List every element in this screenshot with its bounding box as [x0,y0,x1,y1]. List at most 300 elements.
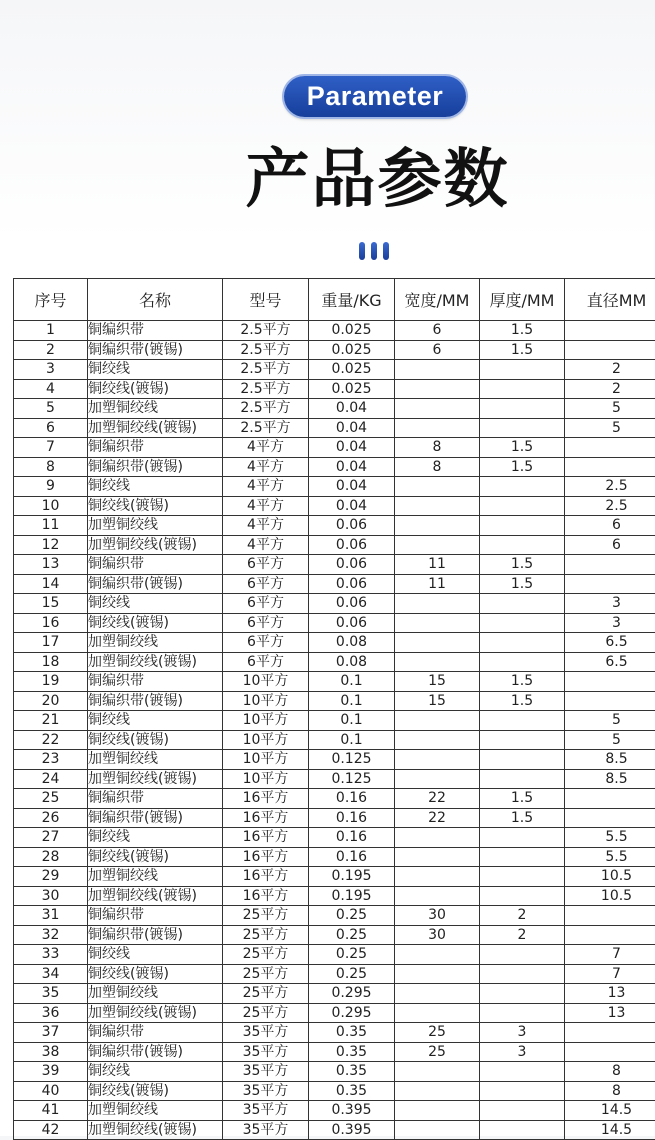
table-row [14,360,655,380]
width-cell: 8 [395,457,480,477]
thickness-cell: 1.5 [480,555,565,575]
model-cell: 4平方 [223,438,309,458]
width-cell [395,828,480,848]
thickness-cell [480,730,565,750]
row-number-cell: 6 [14,418,88,438]
diameter-cell: 6 [565,535,655,555]
model-cell: 35平方 [223,1101,309,1121]
diameter-cell: 6.5 [565,652,655,672]
model-cell: 35平方 [223,1062,309,1082]
product-name-cell: 加塑铜绞线(镀锡) [88,418,223,438]
model-cell: 10平方 [223,691,309,711]
row-number-cell: 29 [14,867,88,887]
model-cell: 4平方 [223,477,309,497]
model-cell: 16平方 [223,886,309,906]
weight-cell: 0.35 [309,1023,395,1043]
table-row [14,399,655,419]
product-name-cell: 铜绞线(镀锡) [88,613,223,633]
row-number-cell: 40 [14,1081,88,1101]
diameter-cell: 7 [565,945,655,965]
table-row [14,457,655,477]
row-number-cell: 22 [14,730,88,750]
row-number-cell: 7 [14,438,88,458]
model-cell: 4平方 [223,535,309,555]
weight-cell: 0.25 [309,964,395,984]
table-row [14,340,655,360]
diameter-cell [565,672,655,692]
diameter-cell: 13 [565,1003,655,1023]
diameter-cell: 5 [565,730,655,750]
table-row [14,535,655,555]
model-cell: 6平方 [223,555,309,575]
product-name-cell: 加塑铜绞线 [88,1101,223,1121]
weight-cell: 0.04 [309,438,395,458]
table-row [14,886,655,906]
product-name-cell: 铜编织带(镀锡) [88,925,223,945]
width-cell: 15 [395,691,480,711]
width-cell [395,633,480,653]
model-cell: 2.5平方 [223,418,309,438]
diameter-cell [565,574,655,594]
thickness-cell [480,594,565,614]
row-number-cell: 35 [14,984,88,1004]
model-cell: 25平方 [223,964,309,984]
diameter-cell: 8.5 [565,769,655,789]
model-cell: 4平方 [223,457,309,477]
weight-cell: 0.195 [309,867,395,887]
thickness-cell [480,886,565,906]
diameter-cell [565,906,655,926]
product-name-cell: 加塑铜绞线 [88,867,223,887]
model-cell: 10平方 [223,769,309,789]
weight-cell: 0.1 [309,691,395,711]
diameter-cell [565,925,655,945]
model-cell: 25平方 [223,945,309,965]
table-row [14,574,655,594]
product-name-cell: 铜编织带(镀锡) [88,574,223,594]
product-name-cell: 铜绞线 [88,945,223,965]
table-row [14,379,655,399]
table-row [14,438,655,458]
table-row [14,847,655,867]
model-cell: 25平方 [223,925,309,945]
model-cell: 35平方 [223,1081,309,1101]
product-name-cell: 加塑铜绞线 [88,750,223,770]
diameter-cell: 5 [565,399,655,419]
weight-cell: 0.125 [309,750,395,770]
column-header: 名称 [88,279,223,321]
product-name-cell: 加塑铜绞线 [88,399,223,419]
row-number-cell: 39 [14,1062,88,1082]
width-cell: 11 [395,574,480,594]
row-number-cell: 34 [14,964,88,984]
row-number-cell: 14 [14,574,88,594]
table-row [14,964,655,984]
width-cell [395,613,480,633]
width-cell [395,379,480,399]
product-name-cell: 铜绞线 [88,594,223,614]
thickness-cell [480,399,565,419]
thickness-cell [480,1120,565,1140]
diameter-cell: 14.5 [565,1120,655,1140]
width-cell [395,750,480,770]
row-number-cell: 33 [14,945,88,965]
row-number-cell: 32 [14,925,88,945]
parameter-badge: Parameter [284,76,466,117]
row-number-cell: 21 [14,711,88,731]
row-number-cell: 19 [14,672,88,692]
thickness-cell [480,418,565,438]
width-cell: 30 [395,925,480,945]
model-cell: 16平方 [223,867,309,887]
model-cell: 16平方 [223,789,309,809]
model-cell: 10平方 [223,730,309,750]
thickness-cell [480,750,565,770]
width-cell [395,847,480,867]
column-header: 厚度/MM [480,279,565,321]
diameter-cell [565,321,655,341]
table-row [14,808,655,828]
table-row [14,613,655,633]
model-cell: 35平方 [223,1023,309,1043]
table-row [14,496,655,516]
weight-cell: 0.16 [309,789,395,809]
row-number-cell: 36 [14,1003,88,1023]
diameter-cell [565,340,655,360]
product-name-cell: 铜绞线(镀锡) [88,496,223,516]
model-cell: 6平方 [223,613,309,633]
diameter-cell [565,555,655,575]
diameter-cell [565,457,655,477]
product-name-cell: 铜编织带(镀锡) [88,1042,223,1062]
model-cell: 25平方 [223,906,309,926]
row-number-cell: 3 [14,360,88,380]
product-name-cell: 加塑铜绞线(镀锡) [88,886,223,906]
weight-cell: 0.1 [309,730,395,750]
row-number-cell: 16 [14,613,88,633]
table-row [14,906,655,926]
weight-cell: 0.06 [309,555,395,575]
row-number-cell: 11 [14,516,88,536]
table-row [14,672,655,692]
weight-cell: 0.025 [309,321,395,341]
diameter-cell: 8.5 [565,750,655,770]
model-cell: 4平方 [223,496,309,516]
thickness-cell [480,1081,565,1101]
column-header: 直径MM [565,279,655,321]
row-number-cell: 20 [14,691,88,711]
thickness-cell: 2 [480,925,565,945]
thickness-cell [480,867,565,887]
product-name-cell: 加塑铜绞线 [88,984,223,1004]
row-number-cell: 24 [14,769,88,789]
thickness-cell [480,769,565,789]
model-cell: 25平方 [223,984,309,1004]
model-cell: 2.5平方 [223,340,309,360]
model-cell: 2.5平方 [223,321,309,341]
table-row [14,789,655,809]
thickness-cell: 1.5 [480,691,565,711]
model-cell: 16平方 [223,847,309,867]
column-header: 重量/KG [309,279,395,321]
product-name-cell: 加塑铜绞线 [88,633,223,653]
model-cell: 2.5平方 [223,399,309,419]
diameter-cell: 10.5 [565,867,655,887]
model-cell: 10平方 [223,750,309,770]
diameter-cell: 3 [565,594,655,614]
diameter-cell: 8 [565,1062,655,1082]
table-row [14,555,655,575]
weight-cell: 0.1 [309,672,395,692]
weight-cell: 0.125 [309,769,395,789]
thickness-cell [480,516,565,536]
table-row [14,1101,655,1121]
thickness-cell [480,847,565,867]
product-name-cell: 铜绞线(镀锡) [88,1081,223,1101]
width-cell: 6 [395,340,480,360]
thickness-cell [480,496,565,516]
table-row [14,1081,655,1101]
width-cell [395,1101,480,1121]
diameter-cell: 3 [565,613,655,633]
weight-cell: 0.04 [309,399,395,419]
product-name-cell: 铜绞线(镀锡) [88,964,223,984]
product-name-cell: 铜编织带 [88,672,223,692]
table-row [14,711,655,731]
diameter-cell [565,808,655,828]
model-cell: 16平方 [223,828,309,848]
row-number-cell: 9 [14,477,88,497]
thickness-cell [480,379,565,399]
diameter-cell: 2.5 [565,477,655,497]
row-number-cell: 10 [14,496,88,516]
width-cell [395,496,480,516]
model-cell: 25平方 [223,1003,309,1023]
table-row [14,984,655,1004]
thickness-cell [480,652,565,672]
product-name-cell: 加塑铜绞线(镀锡) [88,1003,223,1023]
width-cell [395,360,480,380]
width-cell [395,594,480,614]
thickness-cell: 1.5 [480,789,565,809]
row-number-cell: 17 [14,633,88,653]
model-cell: 6平方 [223,652,309,672]
thickness-cell [480,828,565,848]
model-cell: 35平方 [223,1120,309,1140]
weight-cell: 0.04 [309,477,395,497]
row-number-cell: 4 [14,379,88,399]
width-cell [395,945,480,965]
diameter-cell: 6 [565,516,655,536]
product-name-cell: 铜绞线 [88,1062,223,1082]
diameter-cell [565,438,655,458]
table-row [14,769,655,789]
row-number-cell: 13 [14,555,88,575]
weight-cell: 0.06 [309,613,395,633]
product-name-cell: 铜绞线(镀锡) [88,379,223,399]
width-cell [395,516,480,536]
model-cell: 6平方 [223,574,309,594]
column-header: 型号 [223,279,309,321]
diameter-cell [565,691,655,711]
row-number-cell: 38 [14,1042,88,1062]
diameter-cell: 2 [565,360,655,380]
model-cell: 35平方 [223,1042,309,1062]
table-row [14,750,655,770]
row-number-cell: 25 [14,789,88,809]
weight-cell: 0.06 [309,516,395,536]
product-name-cell: 铜编织带 [88,789,223,809]
width-cell [395,535,480,555]
thickness-cell [480,613,565,633]
product-name-cell: 铜绞线(镀锡) [88,847,223,867]
diameter-cell: 13 [565,984,655,1004]
row-number-cell: 30 [14,886,88,906]
column-header: 序号 [14,279,88,321]
thickness-cell [480,360,565,380]
table-row [14,925,655,945]
model-cell: 10平方 [223,711,309,731]
product-name-cell: 铜绞线 [88,360,223,380]
table-row [14,1023,655,1043]
thickness-cell: 3 [480,1023,565,1043]
weight-cell: 0.025 [309,360,395,380]
weight-cell: 0.06 [309,535,395,555]
weight-cell: 0.08 [309,652,395,672]
model-cell: 16平方 [223,808,309,828]
row-number-cell: 31 [14,906,88,926]
table-row [14,691,655,711]
thickness-cell: 1.5 [480,574,565,594]
thickness-cell [480,535,565,555]
width-cell [395,711,480,731]
weight-cell: 0.195 [309,886,395,906]
table-row [14,321,655,341]
weight-cell: 0.04 [309,418,395,438]
product-name-cell: 铜绞线 [88,477,223,497]
row-number-cell: 27 [14,828,88,848]
diameter-cell: 14.5 [565,1101,655,1121]
product-name-cell: 铜编织带 [88,321,223,341]
product-name-cell: 铜编织带 [88,555,223,575]
weight-cell: 0.16 [309,808,395,828]
width-cell [395,730,480,750]
table-row [14,477,655,497]
width-cell [395,1003,480,1023]
diameter-cell: 2 [565,379,655,399]
table-row [14,730,655,750]
thickness-cell [480,945,565,965]
diameter-cell: 6.5 [565,633,655,653]
product-name-cell: 铜编织带(镀锡) [88,691,223,711]
thickness-cell [480,964,565,984]
product-name-cell: 铜绞线 [88,828,223,848]
diameter-cell: 5 [565,418,655,438]
table-row [14,945,655,965]
row-number-cell: 18 [14,652,88,672]
weight-cell: 0.16 [309,828,395,848]
width-cell: 25 [395,1042,480,1062]
weight-cell: 0.35 [309,1042,395,1062]
row-number-cell: 2 [14,340,88,360]
page-title: 产品参数 [0,140,655,220]
width-cell: 22 [395,789,480,809]
table-row [14,594,655,614]
table-row [14,418,655,438]
table-row [14,652,655,672]
diameter-cell: 8 [565,1081,655,1101]
width-cell: 15 [395,672,480,692]
width-cell [395,399,480,419]
table-row [14,828,655,848]
width-cell [395,964,480,984]
weight-cell: 0.1 [309,711,395,731]
decorative-bars-icon [359,242,391,260]
table-row [14,516,655,536]
row-number-cell: 37 [14,1023,88,1043]
weight-cell: 0.06 [309,594,395,614]
thickness-cell [480,1003,565,1023]
width-cell [395,867,480,887]
weight-cell: 0.25 [309,906,395,926]
product-name-cell: 铜绞线(镀锡) [88,730,223,750]
diameter-cell [565,1042,655,1062]
table-row [14,1042,655,1062]
width-cell [395,477,480,497]
model-cell: 2.5平方 [223,379,309,399]
thickness-cell: 1.5 [480,321,565,341]
thickness-cell [480,984,565,1004]
row-number-cell: 1 [14,321,88,341]
product-name-cell: 加塑铜绞线(镀锡) [88,1120,223,1140]
row-number-cell: 15 [14,594,88,614]
width-cell [395,1062,480,1082]
width-cell: 22 [395,808,480,828]
width-cell: 25 [395,1023,480,1043]
row-number-cell: 42 [14,1120,88,1140]
weight-cell: 0.08 [309,633,395,653]
product-name-cell: 加塑铜绞线(镀锡) [88,652,223,672]
weight-cell: 0.395 [309,1101,395,1121]
model-cell: 6平方 [223,594,309,614]
diameter-cell [565,1023,655,1043]
product-name-cell: 铜编织带 [88,1023,223,1043]
thickness-cell: 1.5 [480,438,565,458]
width-cell [395,418,480,438]
product-name-cell: 加塑铜绞线(镀锡) [88,769,223,789]
thickness-cell: 1.5 [480,672,565,692]
row-number-cell: 28 [14,847,88,867]
width-cell [395,984,480,1004]
table-row [14,1062,655,1082]
thickness-cell: 3 [480,1042,565,1062]
product-name-cell: 铜编织带(镀锡) [88,808,223,828]
weight-cell: 0.25 [309,945,395,965]
weight-cell: 0.25 [309,925,395,945]
diameter-cell: 7 [565,964,655,984]
row-number-cell: 12 [14,535,88,555]
product-name-cell: 铜绞线 [88,711,223,731]
weight-cell: 0.06 [309,574,395,594]
column-header: 宽度/MM [395,279,480,321]
thickness-cell: 2 [480,906,565,926]
weight-cell: 0.16 [309,847,395,867]
thickness-cell: 1.5 [480,457,565,477]
width-cell: 30 [395,906,480,926]
width-cell: 6 [395,321,480,341]
width-cell [395,886,480,906]
model-cell: 10平方 [223,672,309,692]
